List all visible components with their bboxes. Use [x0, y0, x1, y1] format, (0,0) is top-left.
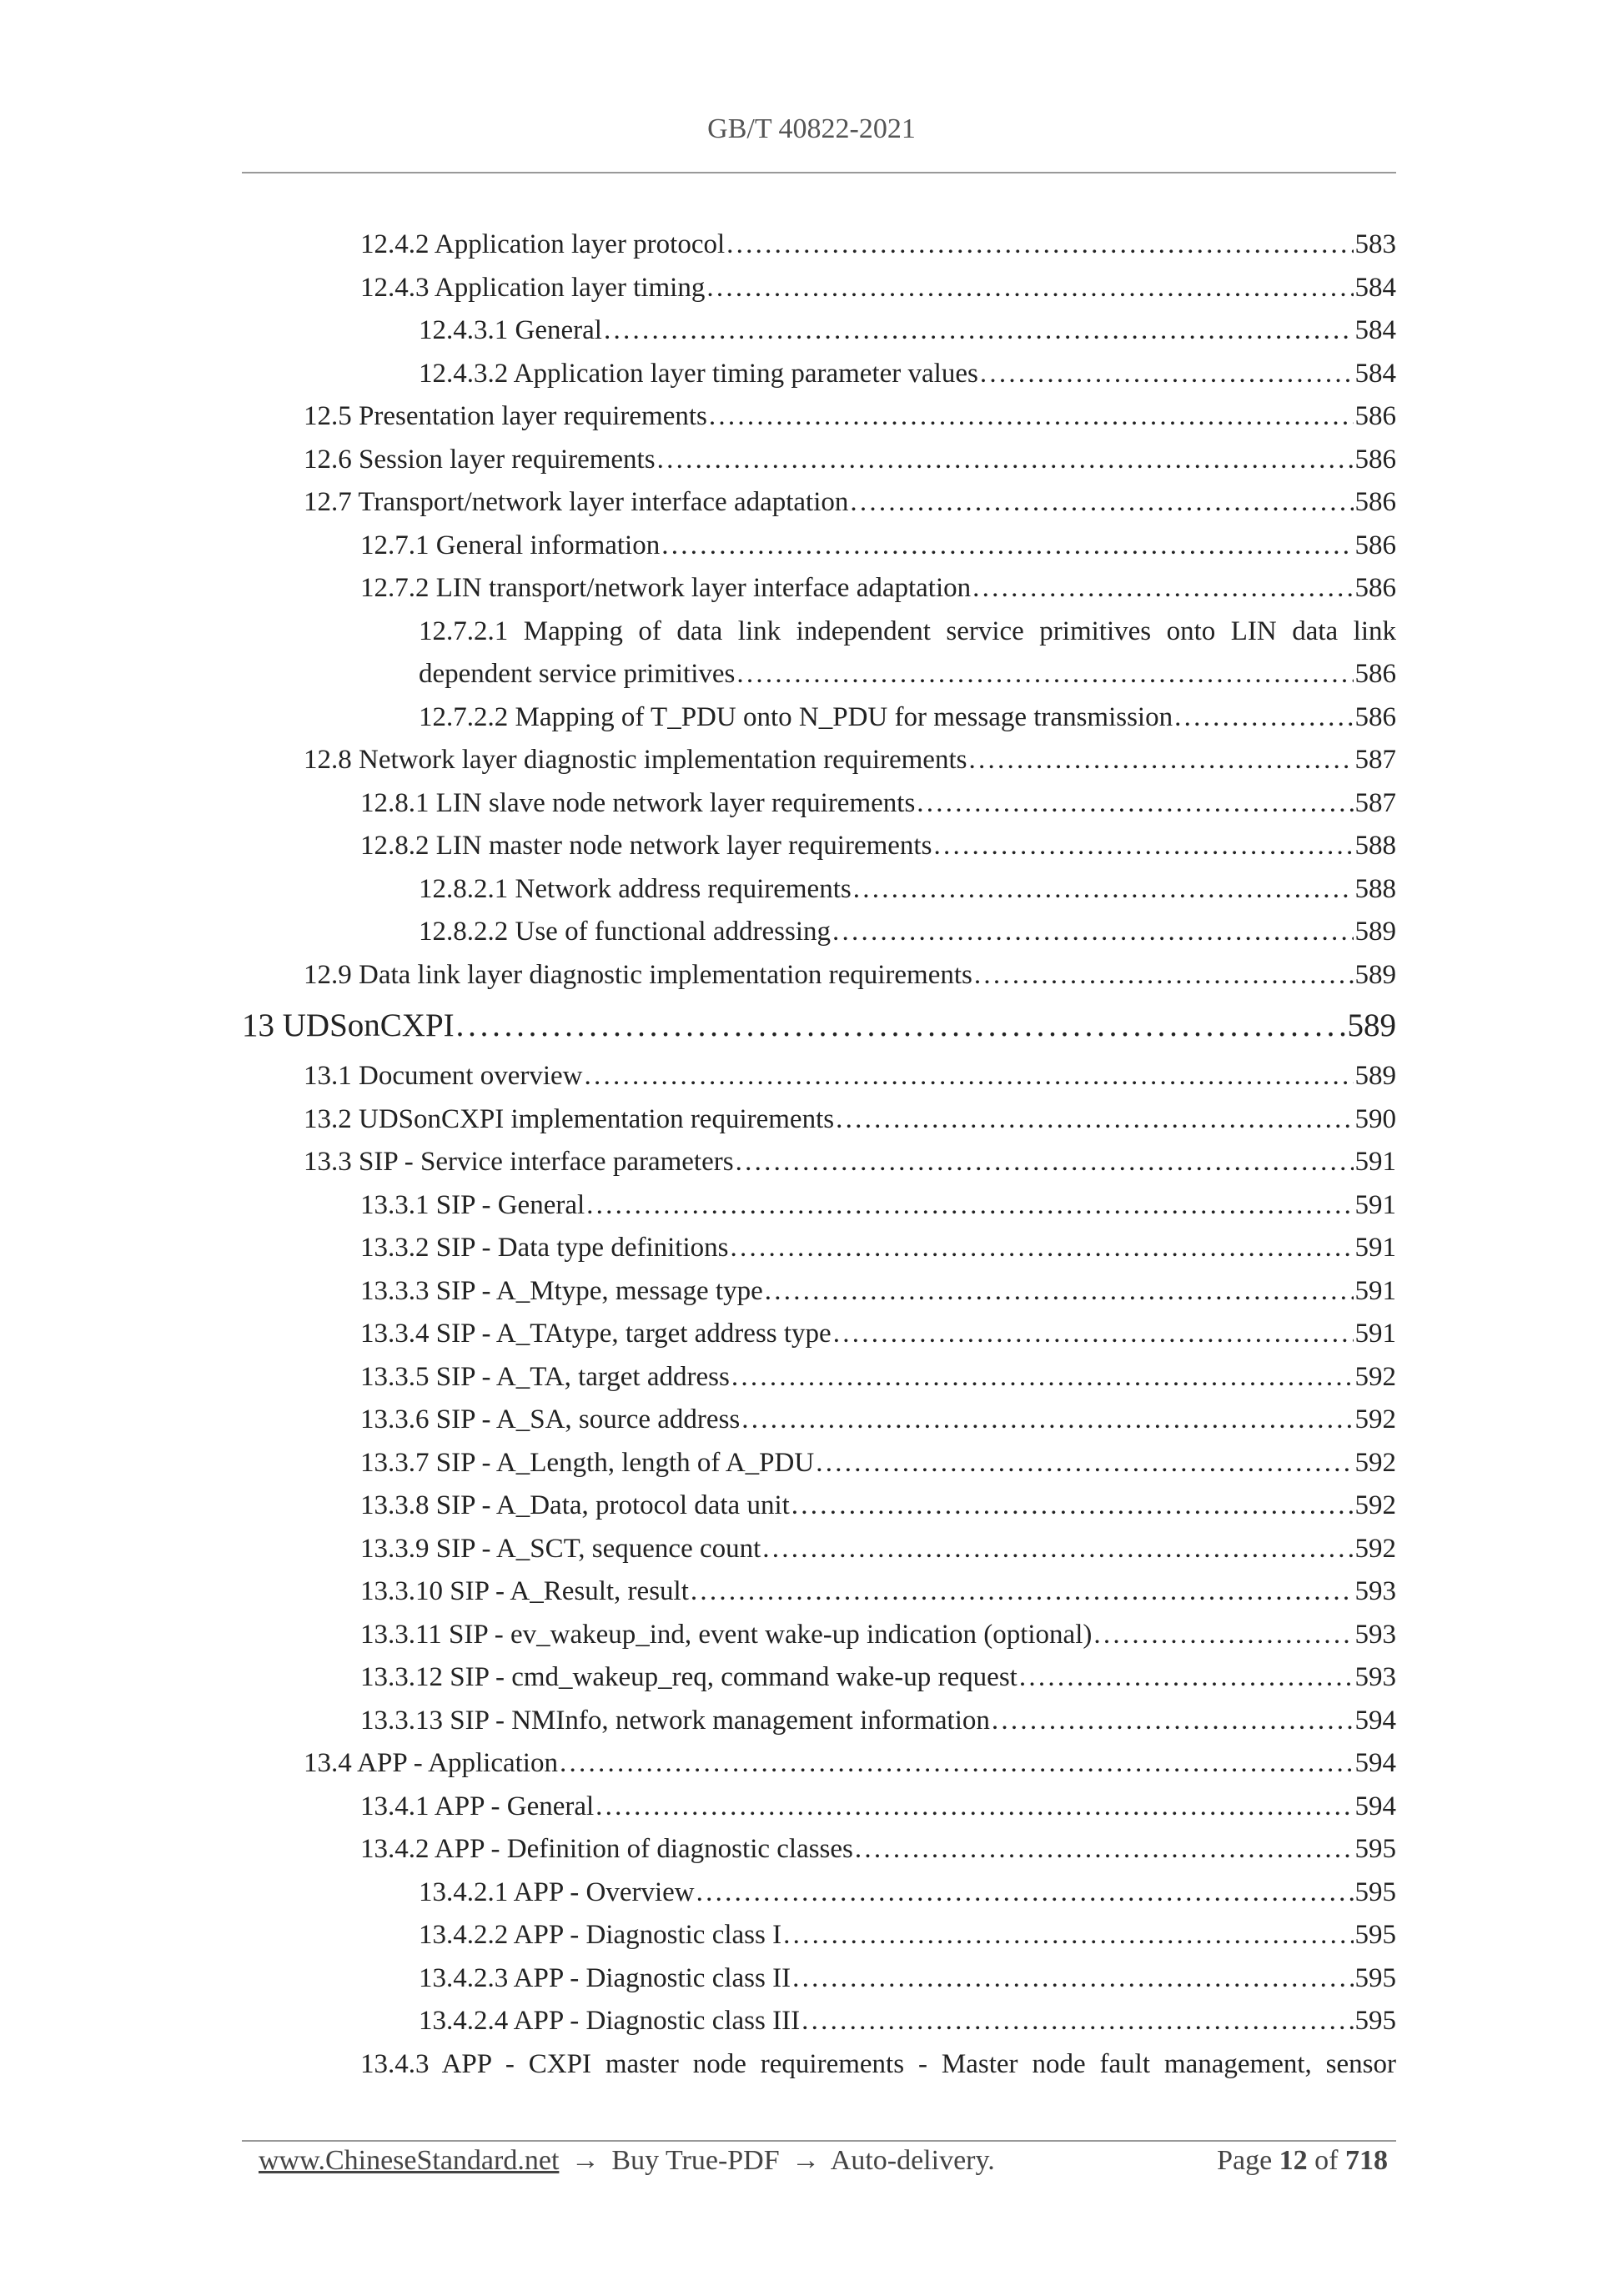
toc-entry[interactable] — [242, 525, 1396, 568]
toc-entry-title: 12.8.2.2 Use of functional addressing — [419, 917, 831, 947]
toc-entry-title: 13.4.2 APP - Definition of diagnostic classes — [360, 1834, 853, 1864]
toc-entry-title: 12.8.2 LIN master node network layer requirements — [360, 831, 932, 861]
of-label: of — [1314, 2145, 1339, 2176]
dot-leader — [586, 1184, 1353, 1228]
dot-leader — [968, 739, 1353, 782]
toc-entry-title: 12.7.2.2 Mapping of T_PDU onto N_PDU for message transmission — [419, 701, 1173, 732]
toc-entry[interactable] — [242, 439, 1396, 482]
toc-entry-page: 591 — [1354, 1147, 1396, 1177]
dot-leader — [1019, 1656, 1354, 1700]
dot-leader — [801, 2000, 1353, 2043]
toc-entry-page: 584 — [1354, 315, 1396, 345]
dot-leader — [980, 353, 1354, 396]
toc-entry-page: 591 — [1354, 1319, 1396, 1349]
toc-entry-page: 587 — [1354, 787, 1396, 818]
toc-entry[interactable] — [242, 1656, 1396, 1700]
footer-left — [259, 2145, 995, 2177]
toc-entry[interactable] — [242, 1184, 1396, 1228]
toc-entry[interactable] — [242, 1786, 1396, 1829]
dot-leader — [917, 782, 1353, 826]
toc-entry-page: 593 — [1354, 1576, 1396, 1606]
toc-entry-page: 586 — [1354, 659, 1396, 689]
toc-entry[interactable] — [242, 2043, 1396, 2087]
toc-entry[interactable] — [242, 353, 1396, 396]
toc-entry-continuation[interactable] — [242, 653, 1396, 696]
toc-entry[interactable] — [242, 1570, 1396, 1614]
toc-entry-page: 595 — [1354, 1962, 1396, 1993]
toc-entry[interactable] — [242, 1528, 1396, 1571]
dot-leader — [836, 1098, 1353, 1142]
total-pages: 718 — [1345, 2145, 1388, 2176]
toc-entry[interactable] — [242, 911, 1396, 954]
toc-entry[interactable] — [242, 1055, 1396, 1098]
auto-delivery-text: Auto-delivery. — [830, 2145, 995, 2176]
toc-entry-title: dependent service primitives — [419, 659, 736, 689]
dot-leader — [992, 1700, 1354, 1743]
dot-leader — [765, 1270, 1354, 1314]
toc-entry-page: 589 — [1354, 917, 1396, 947]
toc-entry[interactable] — [242, 1442, 1396, 1485]
toc-entry-title: 13.3.13 SIP - NMInfo, network management information — [360, 1705, 990, 1736]
toc-entry-page: 588 — [1354, 873, 1396, 904]
toc-entry[interactable] — [242, 224, 1396, 267]
toc-entry-page: 586 — [1354, 401, 1396, 431]
toc-entry-page: 593 — [1354, 1662, 1396, 1692]
toc-entry[interactable] — [242, 868, 1396, 912]
header-divider — [242, 172, 1396, 173]
toc-entry[interactable] — [242, 1313, 1396, 1356]
dot-leader — [585, 1055, 1354, 1098]
toc-entry[interactable] — [242, 999, 1396, 1053]
toc-entry-title: 13.3.7 SIP - A_Length, length of A_PDU — [360, 1447, 815, 1478]
toc-entry-page: 592 — [1354, 1404, 1396, 1434]
dot-leader — [850, 481, 1353, 525]
toc-entry-page: 586 — [1354, 573, 1396, 603]
toc-entry[interactable] — [242, 2000, 1396, 2043]
toc-entry-title: 13.4.2.2 APP - Diagnostic class I — [419, 1920, 782, 1950]
toc-entry-page: 586 — [1354, 444, 1396, 475]
toc-entry-title: 13.2 UDSonCXPI implementation requirements — [304, 1103, 835, 1134]
toc-entry-page: 592 — [1354, 1533, 1396, 1564]
dot-leader — [741, 1399, 1353, 1442]
toc-entry-page: 593 — [1354, 1619, 1396, 1650]
current-page: 12 — [1279, 2145, 1308, 2176]
dot-leader — [1093, 1614, 1353, 1657]
dot-leader — [456, 999, 1346, 1053]
toc-entry-title: 13.3.5 SIP - A_TA, target address — [360, 1361, 730, 1392]
toc-entry-title: 13.3.4 SIP - A_TAtype, target address type — [360, 1319, 832, 1349]
toc-entry[interactable] — [242, 1356, 1396, 1399]
toc-entry[interactable] — [242, 782, 1396, 826]
toc-entry[interactable] — [242, 1227, 1396, 1270]
dot-leader — [853, 868, 1354, 912]
toc-entry[interactable] — [242, 267, 1396, 310]
toc-entry[interactable] — [242, 1141, 1396, 1184]
dot-leader — [706, 267, 1353, 310]
toc-entry-title: 12.7 Transport/network layer interface adaptation — [304, 487, 849, 517]
toc-entry[interactable] — [242, 309, 1396, 353]
toc-entry-title: 13.3.9 SIP - A_SCT, sequence count — [360, 1533, 761, 1564]
toc-entry-page: 587 — [1354, 745, 1396, 775]
footer-divider — [242, 2140, 1396, 2142]
dot-leader — [974, 954, 1354, 997]
dot-leader — [726, 224, 1353, 267]
toc-entry[interactable] — [242, 1614, 1396, 1657]
toc-entry[interactable] — [242, 1098, 1396, 1142]
toc-entry-page: 594 — [1354, 1705, 1396, 1736]
toc-entry-title: 12.7.2.1 Mapping of data link independent service primitives onto LIN data link — [419, 615, 1396, 646]
dot-leader — [832, 911, 1354, 954]
toc-entry[interactable] — [242, 825, 1396, 868]
toc-entry-page: 595 — [1354, 2006, 1396, 2036]
document-header — [0, 113, 1623, 145]
toc-entry-title: 12.5 Presentation layer requirements — [304, 401, 707, 431]
arrow-right-icon: → — [570, 2145, 600, 2176]
toc-entry-page: 594 — [1354, 1791, 1396, 1821]
toc-entry-page: 589 — [1354, 1061, 1396, 1091]
dot-leader — [604, 309, 1354, 353]
toc-entry-title: 13.3 SIP - Service interface parameters — [304, 1147, 734, 1177]
toc-entry-title: 13.4.2.3 APP - Diagnostic class II — [419, 1962, 791, 1993]
document-footer — [259, 2145, 1388, 2177]
dot-leader — [816, 1442, 1353, 1485]
toc-entry-title: 13.1 Document overview — [304, 1061, 583, 1091]
toc-entry-title: 12.4.2 Application layer protocol — [360, 229, 726, 259]
toc-entry-page: 584 — [1354, 358, 1396, 389]
toc-entry-page: 591 — [1354, 1189, 1396, 1220]
toc-entry-title: 12.8.1 LIN slave node network layer requirements — [360, 787, 916, 818]
toc-entry-page: 586 — [1354, 701, 1396, 732]
table-of-contents — [242, 224, 1396, 2086]
toc-entry-title: 12.8 Network layer diagnostic implementation requirements — [304, 745, 967, 775]
toc-entry-title: 12.4.3.1 General — [419, 315, 602, 345]
site-link[interactable]: www.ChineseStandard.net — [259, 2145, 560, 2176]
dot-leader — [696, 1871, 1354, 1915]
toc-entry-page: 595 — [1354, 1834, 1396, 1864]
toc-entry[interactable] — [242, 1957, 1396, 2001]
toc-entry-title: 12.7.2 LIN transport/network layer interface adaptation — [360, 573, 972, 603]
toc-entry-title: 12.4.3.2 Application layer timing parameter values — [419, 358, 978, 389]
toc-entry[interactable] — [242, 1399, 1396, 1442]
dot-leader — [731, 1356, 1354, 1399]
toc-entry-title: 13.4.3 APP - CXPI master node requirements - Master node fault management, sensor — [360, 2048, 1396, 2079]
toc-entry[interactable] — [242, 954, 1396, 997]
toc-entry-title: 13.3.10 SIP - A_Result, result — [360, 1576, 689, 1606]
toc-entry-page: 583 — [1354, 229, 1396, 259]
toc-entry-title: 13.4 APP - Application — [304, 1748, 558, 1778]
dot-leader — [691, 1570, 1354, 1614]
dot-leader — [736, 653, 1353, 696]
dot-leader — [783, 1914, 1353, 1957]
toc-entry-title: 13.3.11 SIP - ev_wakeup_ind, event wake-up indication (optional) — [360, 1619, 1093, 1650]
toc-entry-title: 13.3.2 SIP - Data type definitions — [360, 1233, 729, 1263]
toc-entry-page: 592 — [1354, 1447, 1396, 1478]
toc-entry[interactable] — [242, 1914, 1396, 1957]
dot-leader — [661, 525, 1353, 568]
toc-entry[interactable] — [242, 1871, 1396, 1915]
toc-entry-title: 13.4.2.4 APP - Diagnostic class III — [419, 2006, 801, 2036]
toc-entry[interactable] — [242, 567, 1396, 610]
toc-entry-page: 591 — [1354, 1233, 1396, 1263]
toc-entry[interactable] — [242, 1485, 1396, 1528]
toc-entry-title: 13.3.8 SIP - A_Data, protocol data unit — [360, 1490, 790, 1520]
toc-entry[interactable] — [242, 1828, 1396, 1871]
toc-entry[interactable] — [242, 739, 1396, 782]
toc-entry-title: 13.3.3 SIP - A_Mtype, message type — [360, 1275, 763, 1306]
dot-leader — [855, 1828, 1354, 1871]
toc-entry-title: 12.6 Session layer requirements — [304, 444, 656, 475]
toc-entry-page: 595 — [1354, 1920, 1396, 1950]
toc-entry[interactable] — [242, 696, 1396, 740]
dot-leader — [791, 1485, 1354, 1528]
dot-leader — [730, 1227, 1353, 1270]
toc-entry-title: 13 UDSonCXPI — [242, 1007, 455, 1043]
toc-entry-page: 589 — [1347, 1007, 1396, 1043]
buy-pdf-text: Buy True-PDF — [611, 2145, 780, 2176]
toc-entry-title: 13.3.12 SIP - cmd_wakeup_req, command wake-up request — [360, 1662, 1018, 1692]
dot-leader — [595, 1786, 1353, 1829]
dot-leader — [657, 439, 1354, 482]
toc-entry-title: 12.4.3 Application layer timing — [360, 272, 706, 303]
toc-entry[interactable] — [242, 610, 1396, 654]
dot-leader — [736, 1141, 1354, 1184]
toc-entry-title: 12.8.2.1 Network address requirements — [419, 873, 852, 904]
dot-leader — [762, 1528, 1353, 1571]
toc-entry-page: 594 — [1354, 1748, 1396, 1778]
toc-entry[interactable] — [242, 1270, 1396, 1314]
toc-entry-page: 592 — [1354, 1490, 1396, 1520]
dot-leader — [792, 1957, 1353, 2001]
dot-leader — [709, 395, 1354, 439]
toc-entry-page: 595 — [1354, 1876, 1396, 1907]
toc-entry-title: 13.3.6 SIP - A_SA, source address — [360, 1404, 741, 1434]
toc-entry[interactable] — [242, 395, 1396, 439]
toc-entry[interactable] — [242, 1700, 1396, 1743]
toc-entry-page: 586 — [1354, 530, 1396, 560]
toc-entry-page: 590 — [1354, 1103, 1396, 1134]
dot-leader — [560, 1742, 1354, 1786]
dot-leader — [833, 1313, 1354, 1356]
toc-entry-title: 13.3.1 SIP - General — [360, 1189, 585, 1220]
toc-entry-page: 592 — [1354, 1361, 1396, 1392]
arrow-right-icon: → — [791, 2145, 821, 2176]
toc-entry-page: 584 — [1354, 272, 1396, 303]
toc-entry-page: 586 — [1354, 487, 1396, 517]
dot-leader — [933, 825, 1353, 868]
toc-entry[interactable] — [242, 481, 1396, 525]
dot-leader — [1174, 696, 1353, 740]
toc-entry-title: 12.7.1 General information — [360, 530, 661, 560]
page-label: Page — [1217, 2145, 1273, 2176]
toc-entry-title: 13.4.2.1 APP - Overview — [419, 1876, 695, 1907]
page-counter — [1217, 2145, 1388, 2177]
toc-entry-title: 13.4.1 APP - General — [360, 1791, 595, 1821]
standard-number: GB/T 40822-2021 — [707, 113, 916, 144]
dot-leader — [972, 567, 1353, 610]
toc-entry-title: 12.9 Data link layer diagnostic implementation requirements — [304, 959, 972, 990]
toc-entry[interactable] — [242, 1742, 1396, 1786]
toc-entry-page: 588 — [1354, 831, 1396, 861]
toc-entry-page: 591 — [1354, 1275, 1396, 1306]
toc-entry-page: 589 — [1354, 959, 1396, 990]
